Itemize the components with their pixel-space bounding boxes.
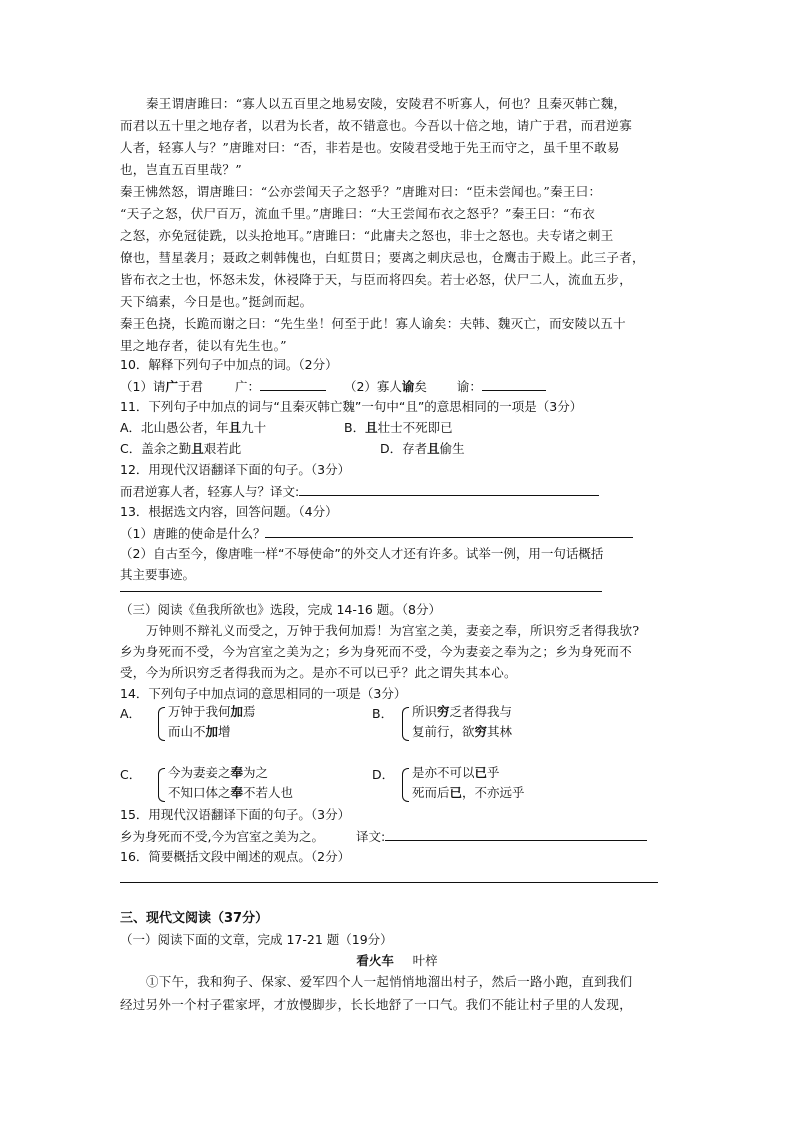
- dotted-word: 且: [191, 441, 204, 456]
- q14-option-a-label[interactable]: A．: [120, 706, 142, 721]
- passage-line: 万钟则不辩礼义而受之，万钟于我何加焉！为宫室之美，妻妾之奉，所识穷乏者得我欤?: [146, 623, 640, 638]
- q15-label: 译文:: [355, 829, 386, 844]
- passage-line: 也，岂直五百里哉？”: [120, 162, 242, 177]
- question-10-items: [120, 377, 546, 396]
- brace: [158, 768, 165, 802]
- passage-line: 皆布衣之士也，怀怒未发，休祲降于天，与臣而将四矣。若士必怒，伏尸二人，流血五步，: [120, 272, 633, 287]
- q15-sentence-text: 乡为身死而不受,今为宫室之美为之。: [120, 829, 324, 844]
- answer-blank-13-1[interactable]: [265, 524, 633, 538]
- passage-line: 之怒，亦免冠徒跣，以头抢地耳。”唐雎曰：“此庸夫之怒也，非士之怒也。夫专诸之刺王: [120, 228, 614, 243]
- section-3-heading: （三）阅读《鱼我所欲也》选段，完成 14-16 题。（8分）: [120, 602, 441, 617]
- question-12-sentence: [120, 482, 599, 501]
- question-15-stem: 15．用现代汉语翻译下面的句子。（3分）: [120, 807, 351, 822]
- article-author: 叶梓: [412, 953, 438, 968]
- q10-b-text: 矣: [414, 379, 427, 394]
- brace: [158, 707, 165, 741]
- question-14-stem: 14．下列句子中加点词的意思相同的一项是（3分）: [120, 686, 407, 701]
- q10-a-text: 于君: [177, 379, 203, 394]
- q14-option-b-label[interactable]: B．: [372, 706, 394, 721]
- question-12-stem: 12．用现代汉语翻译下面的句子。（3分）: [120, 462, 351, 477]
- q14-option-d-label[interactable]: D．: [372, 767, 395, 782]
- question-13-part2b: 其主要事迹。: [120, 567, 196, 582]
- q10-a-text: （1）请: [120, 379, 166, 394]
- answer-line-16[interactable]: [120, 882, 658, 883]
- q13-p1-text: （1）唐雎的使命是什么？: [120, 526, 266, 541]
- article-title: 看火车: [356, 953, 394, 968]
- passage-line: 人者，轻寡人与？”唐雎对曰：“否，非若是也。安陵君受地于先王而守之，虽千里不敢易: [120, 140, 620, 155]
- q11-option-b[interactable]: B．且壮士不死即已: [344, 420, 453, 435]
- dotted-word: 谕: [401, 379, 415, 394]
- answer-line-13-2[interactable]: [120, 591, 602, 592]
- q14-b-line1: 所识穷乏者得我与: [412, 704, 513, 719]
- passage-line: 里之地存者，徒以有先生也。”: [120, 338, 287, 353]
- dotted-word: 且: [427, 441, 440, 456]
- q14-b-line2: 复前行，欲穷其林: [412, 724, 513, 739]
- article-line: ①下午，我和狗子、保家、爱军四个人一起悄悄地溜出村子，然后一路小跑，直到我们: [146, 974, 633, 989]
- question-13-part1: [120, 524, 633, 543]
- passage-line: 秦王怫然怒，谓唐雎曰：“公亦尝闻天子之怒乎？”唐雎对曰：“臣未尝闻也。”秦王曰：: [120, 184, 602, 199]
- dotted-word: 且: [228, 420, 242, 435]
- q10-b-text: （2）寡人: [343, 379, 402, 394]
- question-16-stem: 16．简要概括文段中阐述的观点。（2分）: [120, 849, 351, 864]
- part-3-subheading: （一）阅读下面的文章，完成 17-21 题（19分）: [120, 932, 393, 947]
- q14-c-line1: 今为妻妾之奉为之: [168, 765, 269, 780]
- answer-blank-12[interactable]: [299, 482, 599, 496]
- q10-a-label: 广：: [234, 379, 260, 394]
- dotted-word: 广: [165, 379, 178, 394]
- passage-line: 乡为身死而不受，今为宫室之美为之；乡为身死而不受，今为妻妾之奉为之；乡为身死而不: [120, 644, 633, 659]
- dotted-word: 且: [365, 420, 378, 435]
- q14-d-line2: 死而后已，不亦远乎: [412, 785, 525, 800]
- article-title-row: [0, 952, 794, 970]
- question-10-stem: 10．解释下列句子中加点的词。（2分）: [120, 357, 338, 372]
- passage-line: 天下缟素，今日是也。”挺剑而起。: [120, 294, 313, 309]
- q14-c-line2: 不知口体之奉不若人也: [168, 785, 294, 800]
- question-15-sentence: [120, 827, 647, 846]
- passage-line: 僚也，彗星袭月；聂政之刺韩傀也，白虹贯日；要离之刺庆忌也，仓鹰击于殿上。此三子者，: [120, 250, 645, 265]
- brace: [402, 768, 409, 802]
- passage-line: 秦王色挠，长跪而谢之曰：“先生坐！何至于此！寡人谕矣：夫韩、魏灭亡，而安陵以五十: [120, 316, 626, 331]
- answer-blank-15[interactable]: [385, 827, 647, 841]
- question-11-stem: 11．下列句子中加点的词与“且秦灭韩亡魏”一句中“且”的意思相同的一项是（3分）: [120, 399, 583, 414]
- q14-d-line1: 是亦不可以已乎: [412, 765, 500, 780]
- q14-a-line1: 万钟于我何加焉: [168, 704, 256, 719]
- question-13-part2a: （2）自古至今，像唐唯一样“不辱使命”的外交人才还有许多。试举一例，用一句话概括: [120, 546, 604, 561]
- q11-option-a[interactable]: A．北山愚公者，年且九十: [120, 420, 267, 435]
- q14-a-line2: 而山不加增: [168, 724, 231, 739]
- q12-sentence-text: 而君逆寡人者，轻寡人与？译文:: [120, 484, 300, 499]
- passage-line: 而君以五十里之地存者，以君为长者，故不错意也。今吾以十倍之地，请广于君，而君逆寡: [120, 118, 633, 133]
- answer-blank-10-2[interactable]: [482, 377, 546, 391]
- question-13-stem: 13．根据选文内容，回答问题。（4分）: [120, 504, 338, 519]
- q10-b-label: 谕：: [456, 379, 482, 394]
- q14-option-c-label[interactable]: C．: [120, 767, 142, 782]
- answer-blank-10-1[interactable]: [260, 377, 326, 391]
- part-3-heading: 三、现代文阅读（37分）: [120, 911, 269, 926]
- passage-line: 受，今为所识穷乏者得我而为之。是亦不可以已乎？此之谓失其本心。: [120, 665, 517, 680]
- passage-line: “天子之怒，伏尸百万，流血千里。”唐雎曰：“大王尝闻布衣之怒乎？”秦王曰：“布衣: [120, 206, 596, 221]
- q11-option-d[interactable]: D．存者且偷生: [380, 441, 465, 456]
- brace: [402, 707, 409, 741]
- q11-option-c[interactable]: C．盖余之勤且艰若此: [120, 441, 242, 456]
- article-line: 经过另外一个村子霍家坪，才放慢脚步，长长地舒了一口气。我们不能让村子里的人发现，: [120, 997, 633, 1012]
- passage-line: 秦王谓唐雎曰：“寡人以五百里之地易安陵，安陵君不听寡人，何也？且秦灭韩亡魏，: [146, 96, 627, 111]
